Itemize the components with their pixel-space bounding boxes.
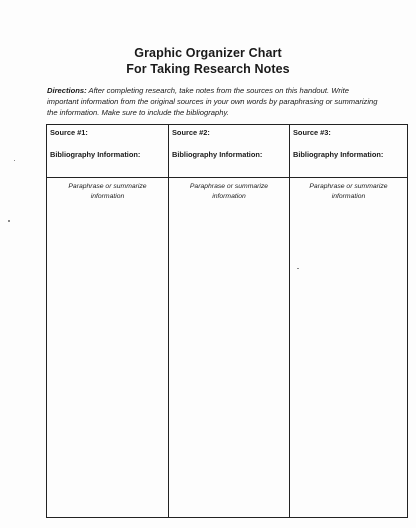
paraphrase-line-1: Paraphrase or summarize <box>68 183 147 190</box>
paraphrase-line-2: information <box>212 192 246 200</box>
paraphrase-line-2: information <box>90 192 125 200</box>
bibliography-label: Bibliography Information: <box>293 150 384 159</box>
source-header-2 <box>169 125 289 178</box>
paraphrase-line-1: Paraphrase or summarize <box>189 183 269 190</box>
page-title <box>0 45 416 77</box>
organizer-table <box>46 124 408 518</box>
paraphrase-line-2: information <box>331 192 366 200</box>
bibliography-label: Bibliography Information: <box>50 150 141 159</box>
source-column-3 <box>289 125 407 517</box>
source-column-2 <box>168 125 289 517</box>
source-header-1 <box>47 125 168 178</box>
directions-label: Directions: <box>47 86 87 95</box>
title-line-1: Graphic Organizer Chart <box>134 46 282 60</box>
directions-text: After completing research, take notes from the sources on this handout. Write important information from the original sources in your own words by paraphrasing or summarizing the information. Make sure to include the bibliography. <box>47 86 378 117</box>
paraphrase-label <box>47 182 168 201</box>
paraphrase-line-1: Paraphrase or summarize <box>309 183 388 190</box>
scan-speck <box>14 160 15 161</box>
scan-speck <box>297 268 299 269</box>
scan-speck <box>8 220 10 222</box>
source-label: Source #2: <box>172 128 210 137</box>
paraphrase-label <box>169 182 289 201</box>
title-line-2: For Taking Research Notes <box>126 62 290 76</box>
bibliography-label: Bibliography Information: <box>172 150 263 159</box>
paraphrase-label <box>290 182 407 201</box>
source-header-3 <box>290 125 407 178</box>
source-column-1 <box>47 125 168 517</box>
source-label: Source #3: <box>293 128 331 137</box>
directions-paragraph <box>47 85 379 118</box>
source-label: Source #1: <box>50 128 88 137</box>
